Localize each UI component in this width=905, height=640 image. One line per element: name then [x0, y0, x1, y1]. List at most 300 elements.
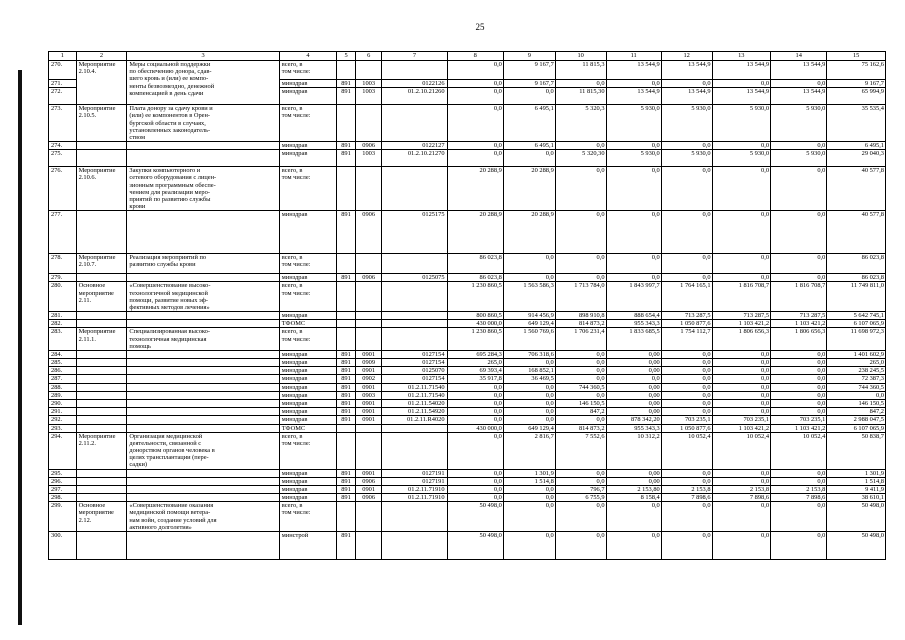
amount-cell: 0,0: [661, 274, 712, 282]
table-row: [49, 367, 886, 375]
amount-cell: 8 158,4: [606, 494, 661, 502]
amount-cell: 0,0: [661, 142, 712, 150]
table-row: [49, 274, 886, 282]
attribute-cell: [127, 391, 279, 399]
amount-cell: 878 342,20: [606, 416, 661, 424]
table-row: [49, 416, 886, 424]
attribute-cell: 891: [337, 274, 356, 282]
table-row: [49, 142, 886, 150]
attribute-cell: [76, 424, 127, 432]
attribute-cell: 0906: [355, 274, 382, 282]
attribute-cell: [337, 282, 356, 312]
amount-cell: 0,0: [661, 531, 712, 559]
amount-cell: 1 764 165,1: [661, 282, 712, 312]
attribute-cell: 0903: [355, 391, 382, 399]
amount-cell: 649 129,4: [503, 320, 555, 328]
attribute-cell: минздрав: [279, 383, 336, 391]
attribute-cell: 0127154: [382, 350, 447, 358]
amount-cell: 146 150,5: [827, 399, 886, 407]
amount-cell: 5 930,0: [712, 105, 771, 142]
amount-cell: 2 153,80: [606, 485, 661, 493]
column-number-header: 12: [661, 52, 712, 61]
attribute-cell: Реализация мероприятий по развитию службы крови: [127, 254, 279, 274]
amount-cell: 0,0: [503, 391, 555, 399]
amount-cell: 0,0: [555, 350, 606, 358]
attribute-cell: [127, 359, 279, 367]
amount-cell: 146 150,5: [555, 399, 606, 407]
column-number-header: 5: [337, 52, 356, 61]
attribute-cell: 0127191: [382, 469, 447, 477]
attribute-cell: [127, 531, 279, 559]
attribute-cell: [76, 485, 127, 493]
attribute-cell: 01.2.11.54020: [382, 399, 447, 407]
amount-cell: 1 806 656,3: [712, 328, 771, 351]
amount-cell: 0,0: [661, 502, 712, 532]
attribute-cell: [337, 61, 356, 80]
amount-cell: 1 103 421,2: [712, 424, 771, 432]
amount-cell: 695 284,3: [447, 350, 503, 358]
attribute-cell: [127, 312, 279, 320]
amount-cell: 0,0: [771, 254, 827, 274]
amount-cell: 0,0: [555, 367, 606, 375]
amount-cell: 814 873,2: [555, 320, 606, 328]
attribute-cell: 0122126: [382, 80, 447, 88]
amount-cell: 13 544,9: [771, 61, 827, 80]
amount-cell: 0,0: [503, 88, 555, 105]
attribute-cell: [355, 502, 382, 532]
attribute-cell: 891: [337, 494, 356, 502]
table-row: [49, 408, 886, 416]
amount-cell: 38 610,1: [827, 494, 886, 502]
attribute-cell: 0127191: [382, 477, 447, 485]
attribute-cell: 891: [337, 367, 356, 375]
attribute-cell: минздрав: [279, 399, 336, 407]
attribute-cell: [382, 61, 447, 80]
amount-cell: 0,0: [606, 274, 661, 282]
table-row: [49, 477, 886, 485]
amount-cell: 0,00: [606, 399, 661, 407]
attribute-cell: 891: [337, 469, 356, 477]
attribute-cell: Основное мероприятие 2.11.: [76, 282, 127, 312]
attribute-cell: минздрав: [279, 150, 336, 167]
amount-cell: 914 456,9: [503, 312, 555, 320]
amount-cell: 0,0: [555, 211, 606, 254]
attribute-cell: 891: [337, 88, 356, 105]
row-number-cell: 281.: [49, 312, 77, 320]
table-row: [49, 105, 886, 142]
row-number-cell: 291.: [49, 408, 77, 416]
amount-cell: 2 153,8: [712, 485, 771, 493]
amount-cell: 65 994,9: [827, 88, 886, 105]
attribute-cell: [127, 469, 279, 477]
amount-cell: 0,0: [503, 485, 555, 493]
row-number-cell: 283.: [49, 328, 77, 351]
amount-cell: 1 230 860,5: [447, 282, 503, 312]
attribute-cell: [76, 320, 127, 328]
attribute-cell: 0127154: [382, 375, 447, 383]
amount-cell: 265,0: [447, 359, 503, 367]
attribute-cell: [76, 391, 127, 399]
attribute-cell: [337, 105, 356, 142]
amount-cell: 0,0: [712, 254, 771, 274]
amount-cell: 0,0: [503, 254, 555, 274]
attribute-cell: [76, 375, 127, 383]
attribute-cell: [127, 274, 279, 282]
attribute-cell: 0906: [355, 211, 382, 254]
table-row: [49, 282, 886, 312]
column-number-header: 2: [76, 52, 127, 61]
row-number-cell: 280.: [49, 282, 77, 312]
column-number-header: 14: [771, 52, 827, 61]
table-row: [49, 485, 886, 493]
row-number-cell: 295.: [49, 469, 77, 477]
amount-cell: 814 873,2: [555, 424, 606, 432]
attribute-cell: «Совершенствование оказания медицинской помощи ветера- нам войн, создание условий для активного долголетия»: [127, 502, 279, 532]
amount-cell: 0,0: [712, 274, 771, 282]
amount-cell: 6 495,1: [503, 142, 555, 150]
amount-cell: 0,0: [771, 367, 827, 375]
column-number-header: 11: [606, 52, 661, 61]
amount-cell: 0,0: [555, 375, 606, 383]
attribute-cell: 891: [337, 383, 356, 391]
attribute-cell: Закупки компьютерного и сетевого оборудования с лицен- зионным программным обеспе- чением для реализации меро- приятий по развитию службы крови: [127, 167, 279, 211]
amount-cell: 430 000,0: [447, 424, 503, 432]
attribute-cell: [76, 494, 127, 502]
amount-cell: 0,0: [771, 359, 827, 367]
amount-cell: 0,0: [447, 432, 503, 469]
activity-code-cell: Мероприятие 2.10.4.: [76, 61, 127, 105]
row-number-cell: 293.: [49, 424, 77, 432]
amount-cell: 0,0: [503, 531, 555, 559]
amount-cell: 713 287,5: [712, 312, 771, 320]
amount-cell: 1 806 656,3: [771, 328, 827, 351]
attribute-cell: [127, 485, 279, 493]
amount-cell: 0,0: [503, 416, 555, 424]
amount-cell: 0,0: [555, 531, 606, 559]
amount-cell: 0,0: [447, 142, 503, 150]
amount-cell: 430 000,0: [447, 320, 503, 328]
amount-cell: 265,0: [827, 359, 886, 367]
attribute-cell: минздрав: [279, 350, 336, 358]
attribute-cell: [76, 416, 127, 424]
amount-cell: 0,0: [555, 416, 606, 424]
amount-cell: 13 544,9: [661, 88, 712, 105]
attribute-cell: Основное мероприятие 2.12.: [76, 502, 127, 532]
amount-cell: 0,00: [606, 359, 661, 367]
attribute-cell: Мероприятие 2.11.1.: [76, 328, 127, 351]
amount-cell: 0,0: [555, 142, 606, 150]
amount-cell: 6 495,1: [503, 105, 555, 142]
amount-cell: 0,0: [447, 485, 503, 493]
amount-cell: 9 411,9: [827, 485, 886, 493]
table-row: [49, 254, 886, 274]
amount-cell: 1 754 112,7: [661, 328, 712, 351]
amount-cell: 1 713 784,0: [555, 282, 606, 312]
attribute-cell: всего, в том числе:: [279, 61, 336, 80]
amount-cell: 0,0: [712, 399, 771, 407]
amount-cell: 2 153,8: [661, 485, 712, 493]
attribute-cell: 0125070: [382, 367, 447, 375]
amount-cell: 0,0: [447, 416, 503, 424]
row-number-cell: 300.: [49, 531, 77, 559]
attribute-cell: [382, 424, 447, 432]
amount-cell: 238 245,5: [827, 367, 886, 375]
amount-cell: 1 103 421,2: [771, 320, 827, 328]
amount-cell: 955 343,3: [606, 424, 661, 432]
attribute-cell: [337, 167, 356, 211]
amount-cell: 1 103 421,2: [771, 424, 827, 432]
attribute-cell: [337, 254, 356, 274]
attribute-cell: Специализированная высоко- технологичная медицинская помощь: [127, 328, 279, 351]
amount-cell: 0,0: [771, 391, 827, 399]
amount-cell: 0,0: [712, 211, 771, 254]
amount-cell: 703 235,1: [771, 416, 827, 424]
amount-cell: 0,0: [555, 80, 606, 88]
attribute-cell: всего, в том числе:: [279, 282, 336, 312]
attribute-cell: минздрав: [279, 477, 336, 485]
attribute-cell: минстрой: [279, 531, 336, 559]
row-number-cell: 298.: [49, 494, 77, 502]
amount-cell: 0,0: [447, 105, 503, 142]
table-row: [49, 61, 886, 80]
amount-cell: 888 654,4: [606, 312, 661, 320]
attribute-cell: минздрав: [279, 408, 336, 416]
attribute-cell: минздрав: [279, 274, 336, 282]
amount-cell: 10 052,4: [661, 432, 712, 469]
amount-cell: 1 230 860,5: [447, 328, 503, 351]
table-row: [49, 399, 886, 407]
amount-cell: 2 988 047,5: [827, 416, 886, 424]
attribute-cell: минздрав: [279, 416, 336, 424]
attribute-cell: 0127154: [382, 359, 447, 367]
attribute-cell: [76, 150, 127, 167]
attribute-cell: 01.2.10.21260: [382, 88, 447, 105]
amount-cell: 11 698 972,3: [827, 328, 886, 351]
column-number-header: 9: [503, 52, 555, 61]
attribute-cell: 891: [337, 477, 356, 485]
row-number-cell: 294.: [49, 432, 77, 469]
table-row: [49, 375, 886, 383]
amount-cell: 0,0: [661, 359, 712, 367]
amount-cell: 86 023,8: [827, 254, 886, 274]
attribute-cell: всего, в том числе:: [279, 254, 336, 274]
amount-cell: 50 838,7: [827, 432, 886, 469]
table-row: [49, 383, 886, 391]
amount-cell: 0,0: [503, 399, 555, 407]
attribute-cell: [76, 350, 127, 358]
amount-cell: 86 023,8: [827, 274, 886, 282]
amount-cell: 713 287,5: [661, 312, 712, 320]
amount-cell: 0,0: [555, 167, 606, 211]
attribute-cell: [355, 432, 382, 469]
amount-cell: 1 103 421,2: [712, 320, 771, 328]
amount-cell: 0,0: [661, 469, 712, 477]
table-row: [49, 502, 886, 532]
attribute-cell: [127, 424, 279, 432]
amount-cell: 75 162,6: [827, 61, 886, 80]
row-number-cell: 282.: [49, 320, 77, 328]
attribute-cell: ТФОМС: [279, 320, 336, 328]
attribute-cell: 01.2.11.71540: [382, 391, 447, 399]
amount-cell: 7 898,6: [661, 494, 712, 502]
attribute-cell: [76, 469, 127, 477]
amount-cell: 0,0: [771, 469, 827, 477]
attribute-cell: минздрав: [279, 367, 336, 375]
amount-cell: 1 560 769,6: [503, 328, 555, 351]
row-number-cell: 275.: [49, 150, 77, 167]
table-row: [49, 531, 886, 559]
attribute-cell: Плата донору за сдачу крови и (или) ее компонентов в Орен- бургской области в случаях, установленных законодатель- ством: [127, 105, 279, 142]
attribute-cell: минздрав: [279, 88, 336, 105]
attribute-cell: Организация медицинской деятельности, связанной с донорством органов человека в целях трансплантации (пере- садки): [127, 432, 279, 469]
amount-cell: 9 167,7: [503, 80, 555, 88]
attribute-cell: 0122127: [382, 142, 447, 150]
amount-cell: 6 495,1: [827, 142, 886, 150]
attribute-cell: 0906: [355, 494, 382, 502]
table-row: [49, 150, 886, 167]
row-number-cell: 299.: [49, 502, 77, 532]
table-row: [49, 312, 886, 320]
attribute-cell: [355, 424, 382, 432]
amount-cell: 13 544,9: [606, 88, 661, 105]
attribute-cell: [127, 320, 279, 328]
attribute-cell: [127, 383, 279, 391]
attribute-cell: [76, 312, 127, 320]
amount-cell: 5 930,0: [661, 105, 712, 142]
attribute-cell: минздрав: [279, 80, 336, 88]
amount-cell: 40 577,8: [827, 167, 886, 211]
amount-cell: 0,0: [555, 274, 606, 282]
amount-cell: 0,0: [606, 211, 661, 254]
amount-cell: 0,0: [771, 399, 827, 407]
attribute-cell: [382, 328, 447, 351]
amount-cell: 0,0: [661, 80, 712, 88]
table-row: [49, 359, 886, 367]
amount-cell: 0,0: [606, 80, 661, 88]
attribute-cell: 891: [337, 399, 356, 407]
page-number: 25: [475, 22, 485, 32]
attribute-cell: [382, 282, 447, 312]
attribute-cell: [76, 399, 127, 407]
amount-cell: 0,0: [661, 477, 712, 485]
amount-cell: 1 843 997,7: [606, 282, 661, 312]
amount-cell: 50 498,0: [447, 502, 503, 532]
column-number-header: 1: [49, 52, 77, 61]
amount-cell: 800 860,5: [447, 312, 503, 320]
attribute-cell: 0909: [355, 359, 382, 367]
amount-cell: 0,0: [771, 211, 827, 254]
attribute-cell: [355, 254, 382, 274]
attribute-cell: [127, 408, 279, 416]
attribute-cell: [337, 312, 356, 320]
attribute-cell: Мероприятие 2.10.7.: [76, 254, 127, 274]
amount-cell: 0,0: [661, 254, 712, 274]
attribute-cell: [127, 494, 279, 502]
amount-cell: 0,0: [771, 80, 827, 88]
amount-cell: 0,0: [771, 531, 827, 559]
column-number-header: 13: [712, 52, 771, 61]
amount-cell: 5 930,0: [606, 150, 661, 167]
amount-cell: 86 023,8: [447, 254, 503, 274]
attribute-cell: всего, в том числе:: [279, 502, 336, 532]
attribute-cell: [382, 320, 447, 328]
attribute-cell: [355, 105, 382, 142]
amount-cell: 1 401 602,9: [827, 350, 886, 358]
attribute-cell: [337, 424, 356, 432]
amount-cell: 1 514,8: [503, 477, 555, 485]
amount-cell: 847,2: [827, 408, 886, 416]
attribute-cell: 891: [337, 150, 356, 167]
attribute-cell: 01.2.11.71540: [382, 383, 447, 391]
attribute-cell: [382, 531, 447, 559]
attribute-cell: Мероприятие 2.11.2.: [76, 432, 127, 469]
amount-cell: 0,0: [712, 80, 771, 88]
attribute-cell: 0901: [355, 367, 382, 375]
attribute-cell: минздрав: [279, 485, 336, 493]
row-number-cell: 289.: [49, 391, 77, 399]
amount-cell: 0,0: [447, 469, 503, 477]
attribute-cell: [337, 328, 356, 351]
amount-cell: 0,00: [606, 383, 661, 391]
amount-cell: 1 563 586,3: [503, 282, 555, 312]
attribute-cell: минздрав: [279, 469, 336, 477]
amount-cell: 713 287,5: [771, 312, 827, 320]
amount-cell: 50 498,0: [447, 531, 503, 559]
attribute-cell: [382, 432, 447, 469]
attribute-cell: 0901: [355, 383, 382, 391]
attribute-cell: 0901: [355, 350, 382, 358]
amount-cell: 0,00: [606, 350, 661, 358]
attribute-cell: [355, 320, 382, 328]
attribute-cell: [127, 142, 279, 150]
amount-cell: 9 167,7: [503, 61, 555, 80]
amount-cell: 0,0: [503, 494, 555, 502]
amount-cell: 6 755,9: [555, 494, 606, 502]
amount-cell: 0,0: [555, 254, 606, 274]
attribute-cell: [382, 254, 447, 274]
amount-cell: 1 050 877,6: [661, 424, 712, 432]
amount-cell: 0,0: [555, 477, 606, 485]
attribute-cell: 01.2.10.21270: [382, 150, 447, 167]
amount-cell: 0,0: [661, 399, 712, 407]
amount-cell: 703 235,1: [712, 416, 771, 424]
table-row: [49, 432, 886, 469]
amount-cell: 50 498,0: [827, 531, 886, 559]
amount-cell: 7 552,6: [555, 432, 606, 469]
amount-cell: 11 815,30: [555, 88, 606, 105]
amount-cell: 35 535,4: [827, 105, 886, 142]
amount-cell: 0,0: [771, 408, 827, 416]
attribute-cell: [127, 416, 279, 424]
amount-cell: 0,0: [503, 383, 555, 391]
amount-cell: 5 320,30: [555, 150, 606, 167]
amount-cell: 0,00: [606, 391, 661, 399]
table-row: [49, 391, 886, 399]
attribute-cell: [337, 432, 356, 469]
attribute-cell: Мероприятие 2.10.6.: [76, 167, 127, 211]
row-number-cell: 276.: [49, 167, 77, 211]
row-number-cell: 288.: [49, 383, 77, 391]
attribute-cell: [76, 211, 127, 254]
amount-cell: 0,0: [661, 211, 712, 254]
attribute-cell: всего, в том числе:: [279, 105, 336, 142]
amount-cell: 0,0: [447, 399, 503, 407]
attribute-cell: [355, 282, 382, 312]
amount-cell: 1 050 877,6: [661, 320, 712, 328]
amount-cell: 0,0: [771, 350, 827, 358]
attribute-cell: [127, 211, 279, 254]
attribute-cell: минздрав: [279, 391, 336, 399]
